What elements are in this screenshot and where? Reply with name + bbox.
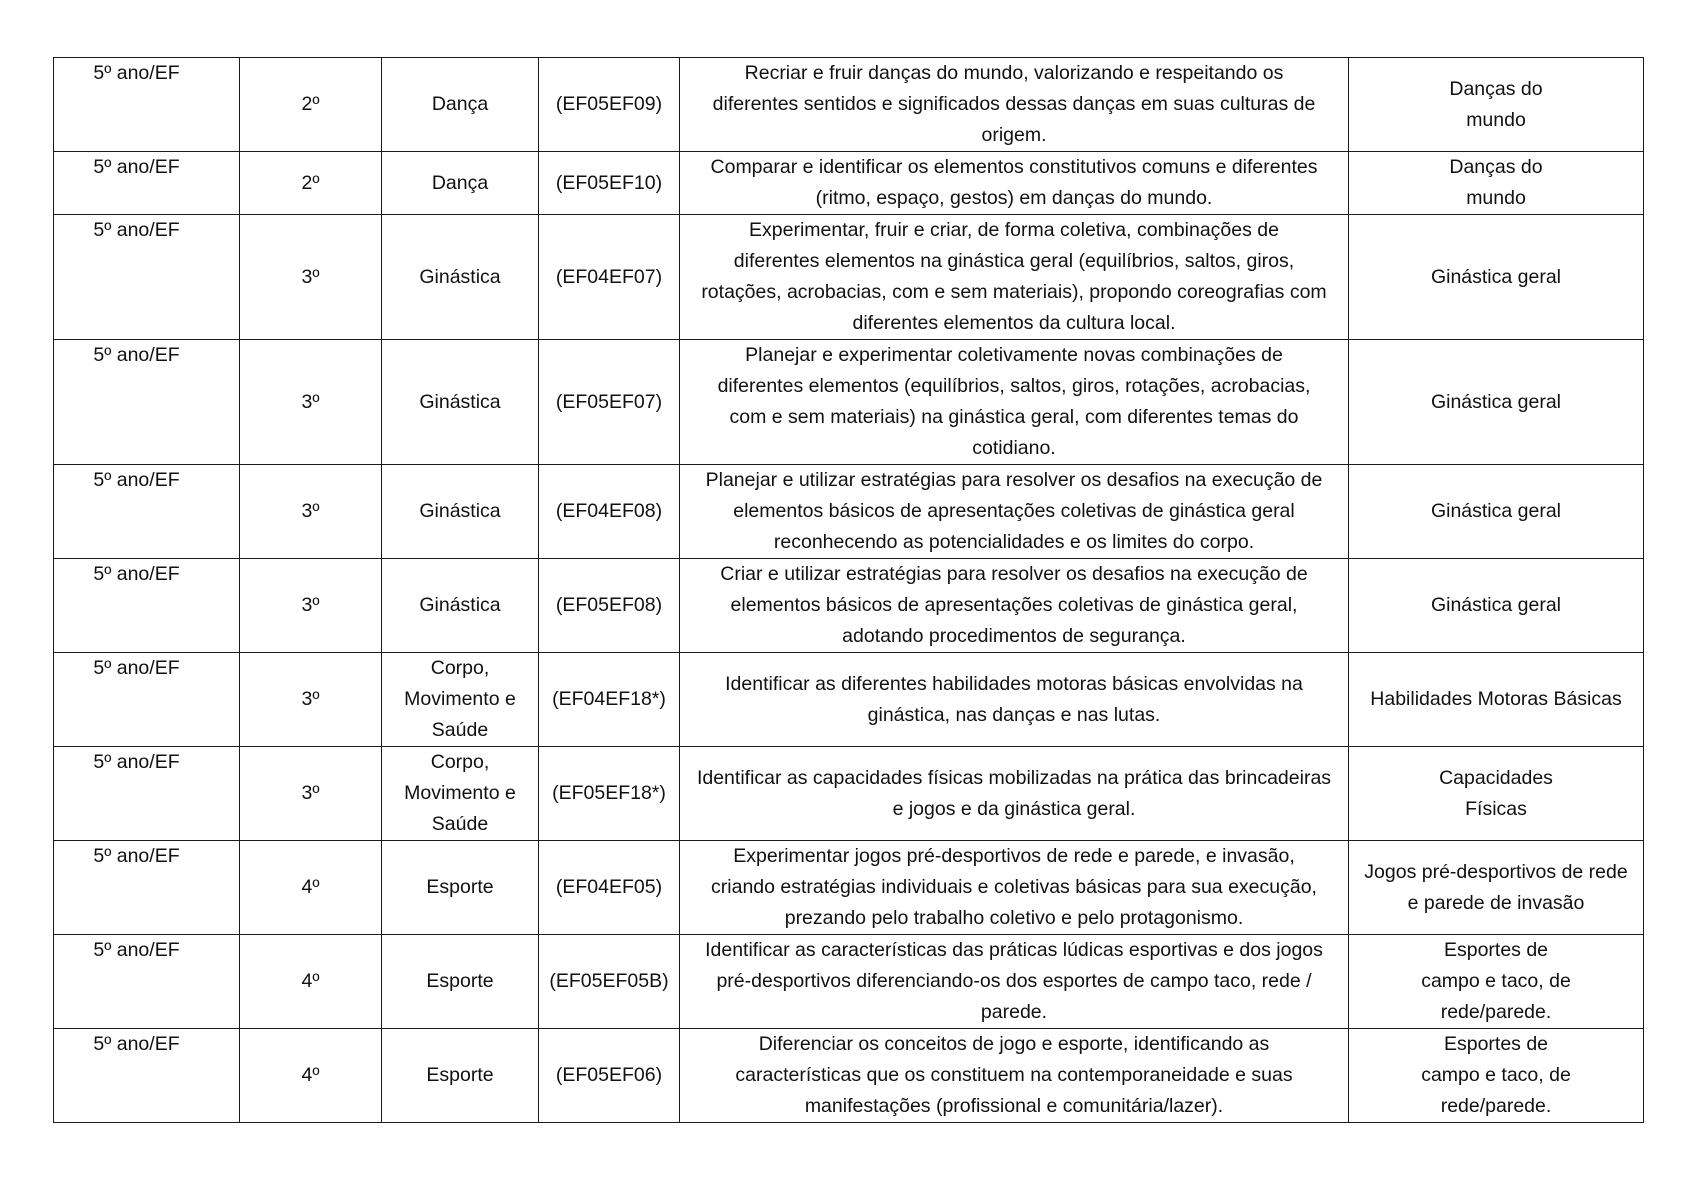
knowledge-object-line: campo e taco, de [1421,1064,1571,1086]
thematic-unit-line: Dança [431,93,489,115]
skill-description-line: reconhecendo as potencialidades e os limites do corpo. [773,531,1255,553]
skill-description-cell [680,465,1349,559]
curriculum-table [53,57,1644,1123]
skill-description-line: ginástica, nas danças e nas lutas. [867,703,1161,726]
table-row [54,465,1644,559]
bimester-text: 4º [301,876,320,898]
bimester-text: 3º [301,500,320,522]
knowledge-object-line: e parede de invasão [1407,891,1585,914]
knowledge-object-cell [1349,340,1644,465]
year-cell [54,841,240,935]
knowledge-object-line: Ginástica geral [1430,500,1562,522]
year-text: 5º ano/EF [93,219,180,241]
table-row [54,58,1644,152]
skill-code-text: (EF04EF05) [555,876,663,898]
skill-description-line: Identificar as diferentes habilidades motoras básicas envolvidas na [725,672,1303,695]
skill-description-line: Identificar as capacidades físicas mobilizadas na prática das brincadeiras [696,766,1332,789]
knowledge-object-line: Ginástica geral [1430,594,1562,616]
bimester-text: 3º [301,265,320,288]
knowledge-object-cell [1349,935,1644,1029]
thematic-unit-line: Ginástica [419,265,501,288]
skill-code-text: (EF05EF08) [555,594,663,616]
skill-description-line: prezando pelo trabalho coletivo e pelo protagonismo. [784,907,1244,929]
bimester-cell [240,559,382,653]
thematic-unit-line: Ginástica [419,500,501,522]
knowledge-object-line: Esportes de [1443,1033,1549,1055]
knowledge-object-line: Ginástica geral [1430,265,1562,288]
knowledge-object-cell [1349,58,1644,152]
bimester-cell [240,152,382,215]
year-text: 5º ano/EF [93,344,180,366]
skill-description-line: diferentes elementos na ginástica geral (equilíbrios, saltos, giros, [733,250,1295,272]
skill-description-line: pré-desportivos diferenciando-os dos esportes de campo taco, rede / [716,970,1312,992]
bimester-text: 3º [301,782,320,804]
bimester-cell [240,1029,382,1123]
knowledge-object-cell [1349,559,1644,653]
bimester-cell [240,58,382,152]
skill-description-cell [680,935,1349,1029]
skill-code-cell [539,653,680,747]
knowledge-object-cell [1349,152,1644,215]
skill-code-text: (EF05EF05B) [549,970,669,992]
table-row [54,1029,1644,1123]
year-text: 5º ano/EF [93,657,180,679]
knowledge-object-line: Danças do [1449,156,1543,178]
year-cell [54,465,240,559]
skill-description-line: Planejar e experimentar coletivamente novas combinações de [745,344,1283,366]
skill-description-line: e jogos e da ginástica geral. [892,797,1136,820]
table-row [54,747,1644,841]
knowledge-object-cell [1349,1029,1644,1123]
thematic-unit-cell [382,340,539,465]
skill-description-line: parede. [980,1001,1048,1023]
thematic-unit-cell [382,58,539,152]
table-row [54,653,1644,747]
skill-code-cell [539,58,680,152]
skill-description-line: manifestações (profissional e comunitária/lazer). [804,1095,1224,1117]
table-row [54,215,1644,340]
thematic-unit-cell [382,215,539,340]
year-cell [54,1029,240,1123]
year-cell [54,653,240,747]
skill-description-line: Recriar e fruir danças do mundo, valorizando e respeitando os [744,62,1284,84]
knowledge-object-line: Habilidades Motoras Básicas [1370,688,1622,710]
skill-code-cell [539,1029,680,1123]
skill-description-line: com e sem materiais) na ginástica geral, com diferentes temas do [729,406,1299,428]
knowledge-object-line: campo e taco, de [1421,970,1571,992]
table-row [54,935,1644,1029]
skill-description-line: diferentes elementos (equilíbrios, saltos, giros, rotações, acrobacias, [717,375,1311,397]
knowledge-object-cell [1349,841,1644,935]
skill-code-cell [539,841,680,935]
skill-code-cell [539,747,680,841]
skill-code-text: (EF05EF06) [555,1064,663,1086]
skill-description-line: Identificar as características das práticas lúdicas esportivas e dos jogos [705,939,1323,961]
skill-description-line: Comparar e identificar os elementos constitutivos comuns e diferentes [710,156,1318,178]
bimester-cell [240,465,382,559]
skill-description-line: elementos básicos de apresentações coletivas de ginástica geral [733,500,1295,522]
bimester-text: 4º [301,970,320,992]
knowledge-object-line: Jogos pré-desportivos de rede [1364,860,1628,883]
year-text: 5º ano/EF [93,845,180,867]
skill-description-cell [680,747,1349,841]
table-row [54,152,1644,215]
year-text: 5º ano/EF [93,469,180,491]
year-cell [54,152,240,215]
knowledge-object-line: rede/parede. [1440,1095,1552,1117]
knowledge-object-line: Físicas [1465,797,1527,820]
table-row [54,559,1644,653]
skill-description-line: Criar e utilizar estratégias para resolver os desafios na execução de [720,563,1308,585]
skill-code-cell [539,935,680,1029]
thematic-unit-cell [382,653,539,747]
table-row [54,841,1644,935]
knowledge-object-line: Danças do [1449,77,1543,100]
knowledge-object-cell [1349,653,1644,747]
skill-description-line: características que os constituem na contemporaneidade e suas [735,1064,1293,1086]
skill-description-line: diferentes sentidos e significados dessas danças em suas culturas de [712,93,1316,115]
thematic-unit-cell [382,559,539,653]
skill-description-line: cotidiano. [972,437,1056,459]
thematic-unit-line: Esporte [426,876,494,898]
skill-description-line: diferentes elementos da cultura local. [852,312,1176,334]
year-cell [54,935,240,1029]
skill-code-text: (EF04EF07) [555,265,663,288]
skill-description-line: Diferenciar os conceitos de jogo e esporte, identificando as [758,1033,1270,1055]
skill-description-cell [680,152,1349,215]
skill-description-line: criando estratégias individuais e coletivas básicas para sua execução, [711,876,1317,898]
bimester-text: 3º [301,594,320,616]
skill-code-text: (EF04EF08) [555,500,663,522]
skill-description-cell [680,58,1349,152]
skill-description-line: (ritmo, espaço, gestos) em danças do mundo. [815,187,1213,209]
skill-description-line: Experimentar jogos pré-desportivos de rede e parede, e invasão, [733,845,1295,867]
bimester-cell [240,653,382,747]
bimester-text: 3º [301,390,320,413]
thematic-unit-line: Movimento e [404,688,516,710]
thematic-unit-line: Saúde [431,813,489,835]
thematic-unit-line: Saúde [431,719,489,741]
skill-code-text: (EF05EF09) [555,93,663,115]
skill-code-text: (EF05EF10) [555,171,663,194]
table-row [54,340,1644,465]
bimester-cell [240,747,382,841]
thematic-unit-line: Corpo, [430,657,490,679]
skill-description-line: Planejar e utilizar estratégias para resolver os desafios na execução de [705,469,1323,491]
skill-description-cell [680,340,1349,465]
thematic-unit-cell [382,152,539,215]
skill-description-line: Experimentar, fruir e criar, de forma coletiva, combinações de [749,219,1279,241]
thematic-unit-cell [382,935,539,1029]
skill-description-line: elementos básicos de apresentações coletivas de ginástica geral, [730,594,1298,616]
thematic-unit-line: Ginástica [419,594,501,616]
knowledge-object-cell [1349,747,1644,841]
knowledge-object-cell [1349,465,1644,559]
skill-description-line: rotações, acrobacias, com e sem materiais), propondo coreografias com [701,281,1327,303]
knowledge-object-cell [1349,215,1644,340]
year-cell [54,340,240,465]
thematic-unit-line: Ginástica [419,390,501,413]
bimester-text: 3º [301,688,320,710]
year-text: 5º ano/EF [93,1033,180,1055]
year-text: 5º ano/EF [93,751,180,773]
thematic-unit-line: Esporte [426,1064,494,1086]
skill-description-line: adotando procedimentos de segurança. [842,625,1186,647]
year-cell [54,559,240,653]
skill-description-cell [680,559,1349,653]
skill-code-text: (EF05EF18*) [552,782,666,804]
thematic-unit-line: Dança [431,171,489,194]
thematic-unit-cell [382,841,539,935]
skill-code-text: (EF05EF07) [555,390,663,413]
year-text: 5º ano/EF [93,156,180,178]
thematic-unit-cell [382,465,539,559]
skill-description-cell [680,1029,1349,1123]
year-cell [54,215,240,340]
knowledge-object-line: mundo [1466,108,1526,131]
thematic-unit-line: Esporte [426,970,494,992]
skill-code-cell [539,559,680,653]
thematic-unit-cell [382,1029,539,1123]
bimester-text: 2º [301,93,320,115]
bimester-cell [240,340,382,465]
year-cell [54,747,240,841]
skill-description-cell [680,215,1349,340]
skill-description-cell [680,653,1349,747]
knowledge-object-line: Esportes de [1443,939,1549,961]
bimester-cell [240,215,382,340]
knowledge-object-line: Ginástica geral [1430,390,1562,413]
year-text: 5º ano/EF [93,62,180,84]
thematic-unit-line: Movimento e [404,782,516,804]
skill-code-text: (EF04EF18*) [552,688,666,710]
skill-code-cell [539,215,680,340]
thematic-unit-cell [382,747,539,841]
bimester-cell [240,841,382,935]
year-cell [54,58,240,152]
skill-code-cell [539,340,680,465]
year-text: 5º ano/EF [93,939,180,961]
skill-code-cell [539,152,680,215]
table-body [54,58,1644,1123]
year-text: 5º ano/EF [93,563,180,585]
skill-description-cell [680,841,1349,935]
bimester-text: 2º [301,171,320,194]
bimester-text: 4º [301,1064,320,1086]
thematic-unit-line: Corpo, [430,751,490,773]
knowledge-object-line: rede/parede. [1440,1001,1552,1023]
knowledge-object-line: Capacidades [1439,766,1553,789]
bimester-cell [240,935,382,1029]
skill-description-line: origem. [981,124,1047,146]
knowledge-object-line: mundo [1466,187,1526,209]
skill-code-cell [539,465,680,559]
